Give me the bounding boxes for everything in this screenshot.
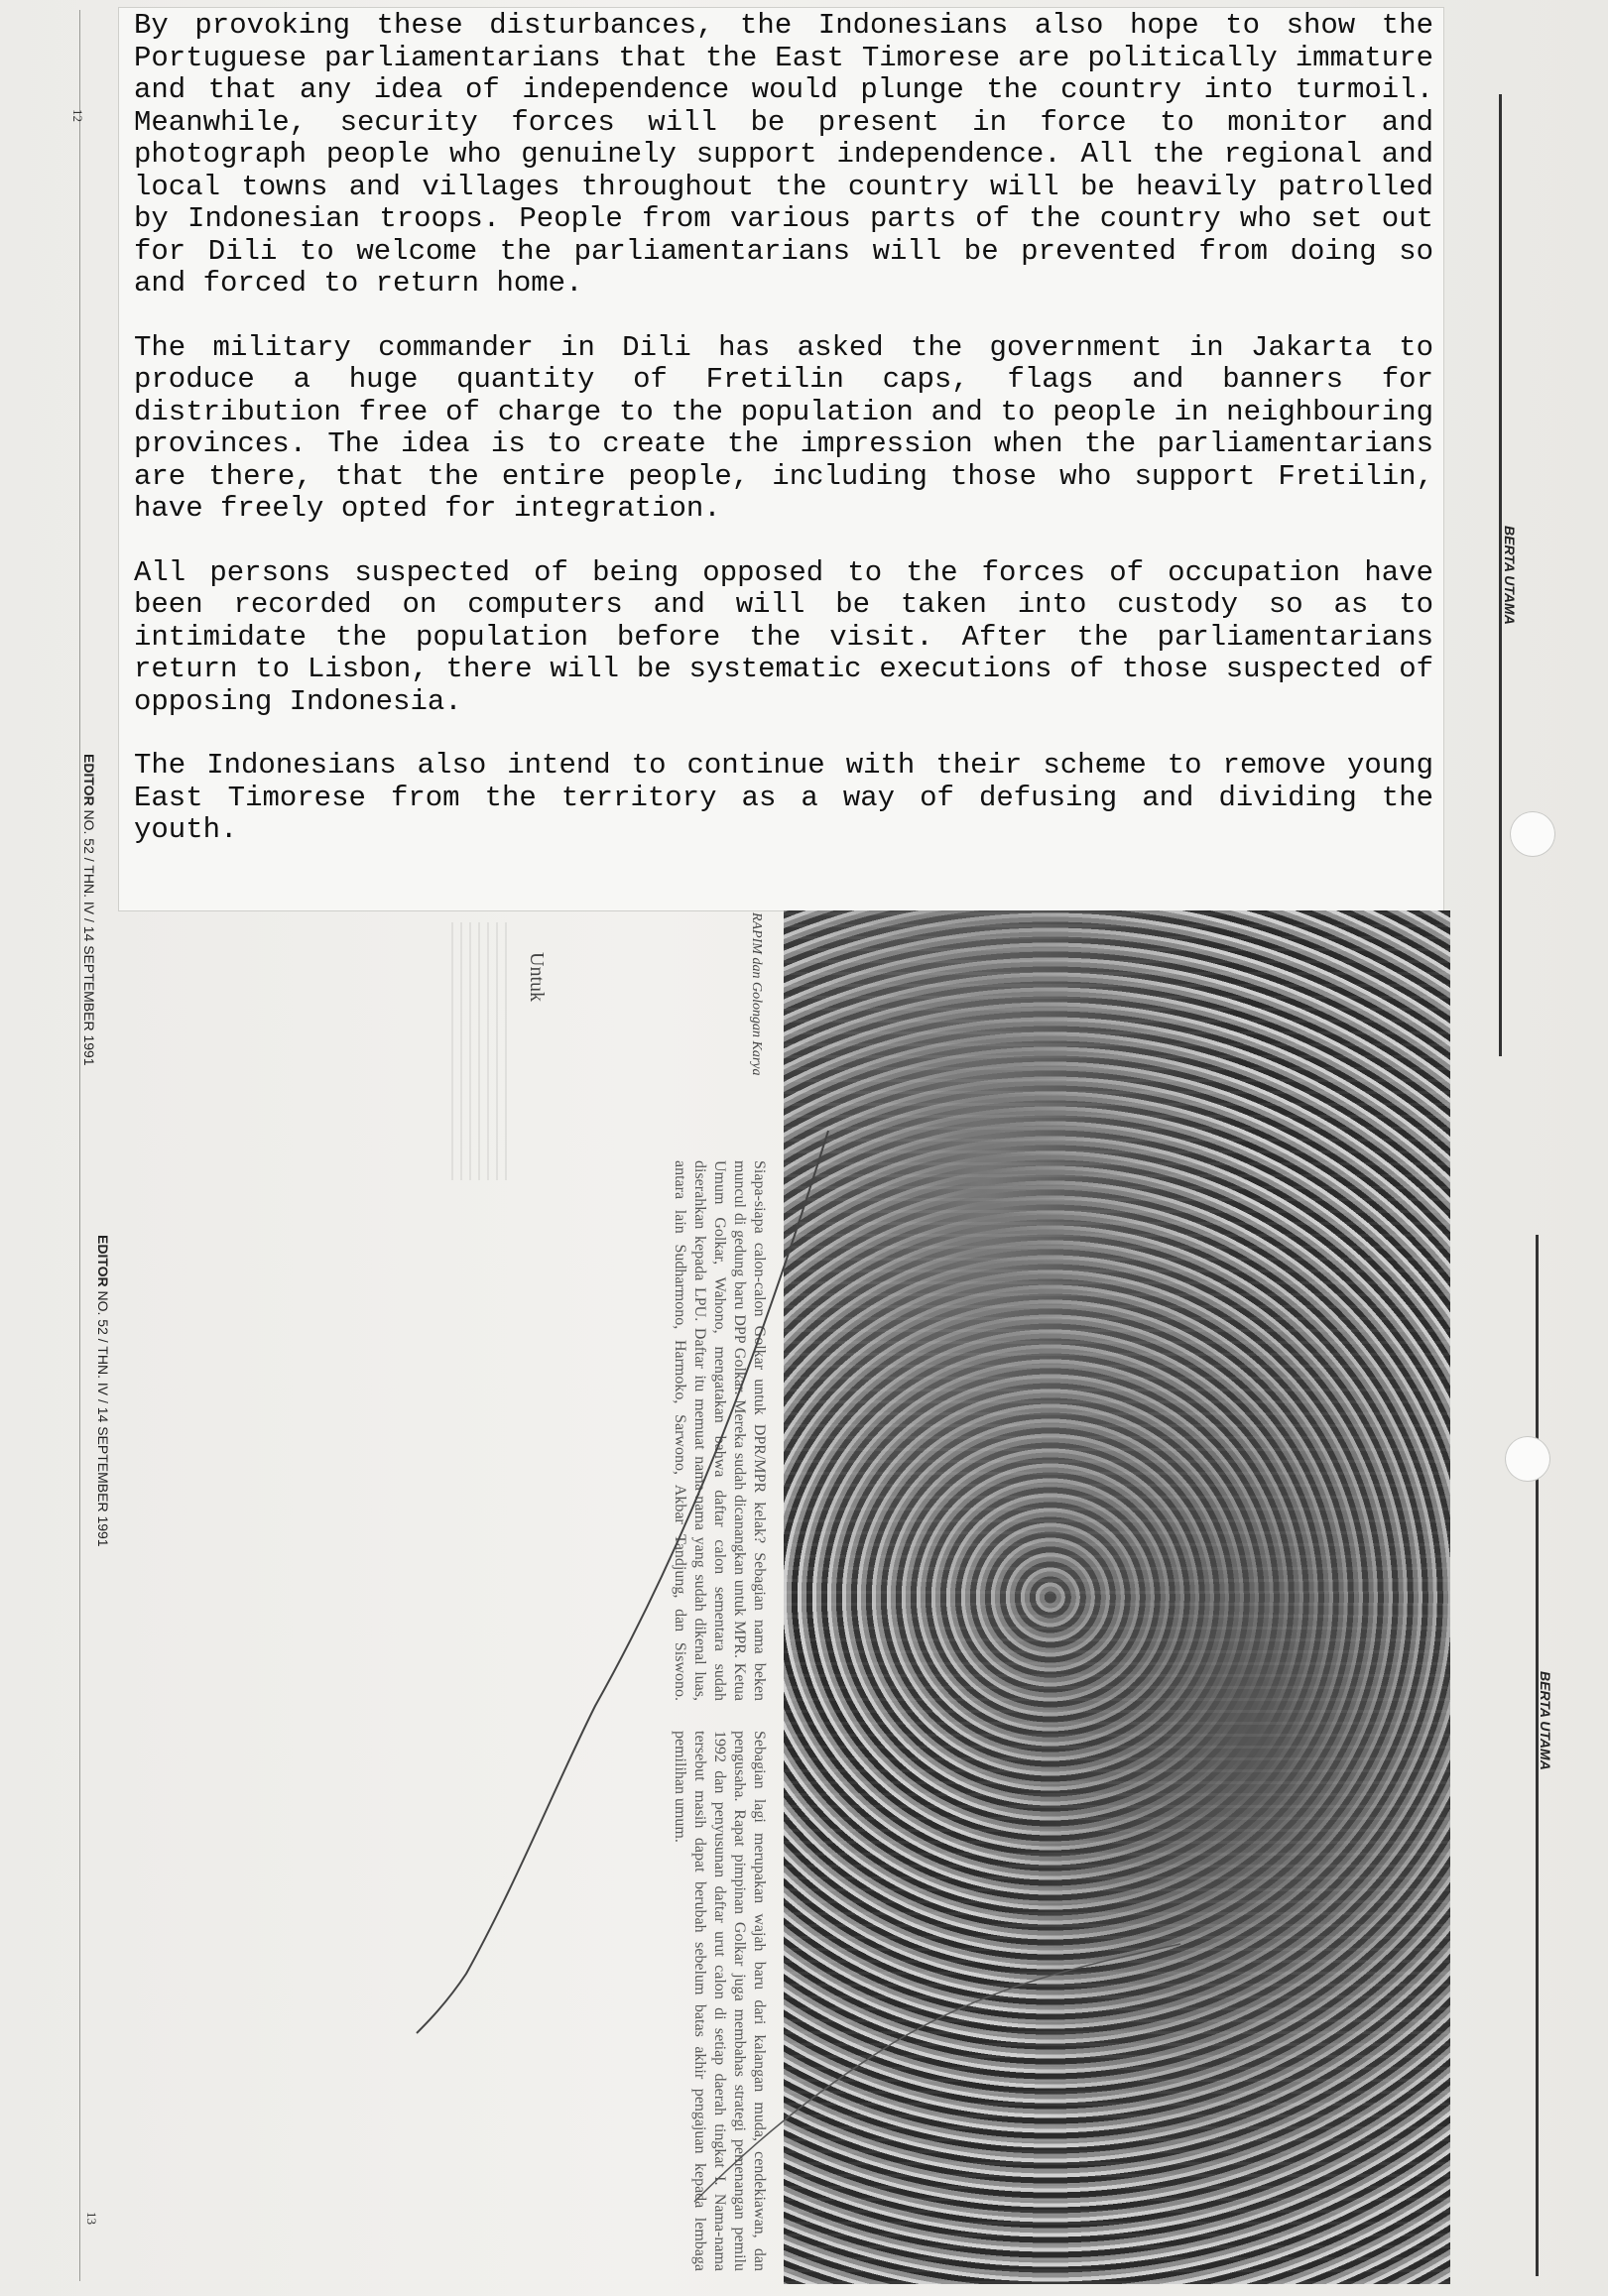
memo-paragraph: All persons suspected of being opposed to the forces of occupation have been recorded on computers and will be taken into custody so as to intimidate the population before the visit. After the parliamentarians return to Lisbon, there will be systematic executions of those suspected of opposing Indonesia.	[134, 555, 1433, 718]
memo-paragraph: The military commander in Dili has asked the government in Jakarta to produce a huge quantity of Fretilin caps, flags and banners for distribution free of charge to the population and to people in neighbouring provinces. The idea is to create the impression when the parliamentarians are there, that the entire people, including those who support Fretilin, have freely opted for integration.	[134, 330, 1433, 525]
magazine-name: EDITOR	[95, 1235, 111, 1287]
memo-paragraph: The Indonesians also intend to continue with their scheme to remove young East Timorese from the territory as a way of defusing and dividing the youth.	[134, 749, 1433, 846]
magazine-name: EDITOR	[81, 754, 97, 806]
article-headline: Untuk	[526, 952, 548, 1002]
section-label-top: BERTA UTAMA	[1502, 526, 1518, 625]
issue-details: NO. 52 / THN. IV / 14 SEPTEMBER 1991	[81, 809, 97, 1066]
issue-details: NO. 52 / THN. IV / 14 SEPTEMBER 1991	[95, 1290, 111, 1547]
page-number-left: 12	[70, 109, 85, 122]
issue-label-top	[81, 754, 97, 1066]
punch-hole-bottom	[1505, 1436, 1550, 1482]
photo-caption: RAPIM dan Golongan Karya	[749, 912, 764, 1076]
article-body: Siapa-siapa calon-calon Golkar untuk DPR/MPR kelak? Sebagian nama beken muncul di gedung baru DPP Golkar. Mereka sudah dicanangkan untuk MPR. Ketua Umum Golkar, Wahono, mengatakan bahwa daftar calon sementara sudah diserahkan kepada LPU. Daftar itu memuat nama-nama yang sudah dikenal luas, antara lain Sudharmono, Harmoko, Sarwono, Akbar Tandjung, dan Siswono. Sebagian lagi merupakan wajah baru dari kalangan muda, cendekiawan, dan pengusaha. Rapat pimpinan Golkar juga membahas strategi pemenangan pemilu 1992 dan penyusunan daftar urut calon di setiap daerah tingkat I. Nama-nama tersebut masih dapat berubah sebelum batas akhir pengajuan kepada lembaga pemilihan umum.	[672, 1160, 768, 2271]
punch-hole-top	[1510, 811, 1555, 857]
memo-paragraph: By provoking these disturbances, the Indonesians also hope to show the Portuguese parliamentarians that the East Timorese are politically immature and that any idea of independence would plunge the country into turmoil. Meanwhile, security forces will be present in force to monitor and photograph people who genuinely support independence. All the regional and local towns and villages throughout the country will be heavily patrolled by Indonesian troops. People from various parts of the country who set out for Dili to welcome the parliamentarians will be prevented from doing so and forced to return home.	[134, 9, 1433, 300]
issue-label-bottom	[95, 1235, 111, 1547]
page-number-right: 13	[84, 2212, 99, 2225]
left-fold-line	[79, 10, 80, 2281]
section-label-bottom: BERTA UTAMA	[1538, 1671, 1553, 1770]
